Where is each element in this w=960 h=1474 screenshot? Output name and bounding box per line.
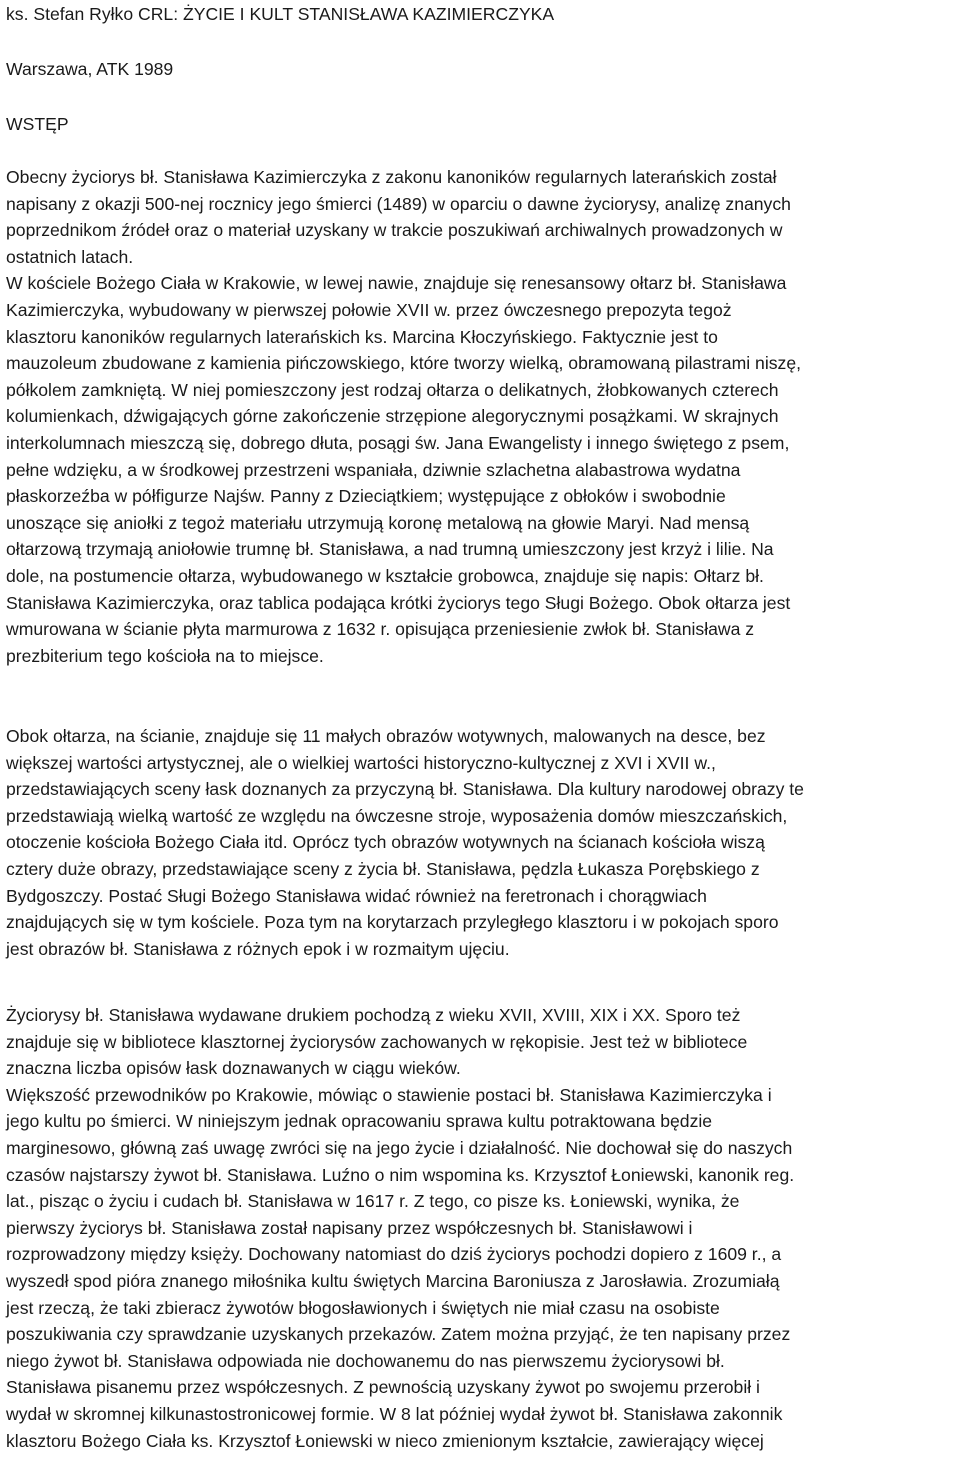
text-line: dole, na postumencie ołtarza, wybudowanego w kształcie grobowca, znajduje się napis: Ołtarz bł. bbox=[6, 565, 764, 586]
text-line: przedstawiają wielką wartość ze względu na ówczesne stroje, wyposażenia domów mieszczańskich, bbox=[6, 805, 788, 826]
text-line: rozprowadzony między księży. Dochowany natomiast do dziś życiorys pochodzi dopiero z 1609 r., a bbox=[6, 1244, 782, 1265]
text-line: jego kultu po śmierci. W niniejszym jednak opracowaniu sprawa kultu potraktowana będzie bbox=[6, 1111, 713, 1132]
text-line: Stanisława pisanemu przez współczesnych. Z pewnością uzyskany żywot po swojemu przerobił i bbox=[6, 1377, 760, 1398]
text-line: pełne wdzięku, a w środkowej przestrzeni wspaniała, dziwnie szlachetna alabastrowa wydatna bbox=[6, 459, 741, 480]
text-line: płaskorzeźba w półfigurze Najśw. Panny z Dzieciątkiem; występujące z obłoków i swobodnie bbox=[6, 486, 726, 507]
text-line: Życiorysy bł. Stanisława wydawane drukiem pochodzą z wieku XVII, XVIII, XIX i XX. Sporo też bbox=[6, 1005, 741, 1025]
text-line: niego żywot bł. Stanisława odpowiada nie dochowanemu do nas pierwszemu życiorysowi bł. bbox=[6, 1350, 725, 1371]
text-line: Bydgoszczy. Postać Sługi Bożego Stanisława widać również na feretronach i chorągwiach bbox=[6, 885, 707, 906]
text-line: W kościele Bożego Ciała w Krakowie, w lewej nawie, znajduje się renesansowy ołtarz bł. Stanisława bbox=[6, 273, 787, 294]
text-line: Obecny życiorys bł. Stanisława Kazimierczyka z zakonu kanoników regularnych laterańskich został bbox=[6, 167, 777, 187]
text-line: większej wartości artystycznej, ale o wielkiej wartości historyczno-kultycznej z XVI i XVII w., bbox=[6, 752, 716, 773]
text-line: znaczna liczba opisów łask doznawanych w ciągu wieków. bbox=[6, 1058, 461, 1079]
text-line: napisany z okazji 500-nej rocznicy jego śmierci (1489) w oparciu o dawne życiorysy, analizę znanych bbox=[6, 193, 791, 214]
text-line: wydał w skromnej kilkunastostronicowej formie. W 8 lat później wydał żywot bł. Stanisława zakonnik bbox=[6, 1403, 783, 1424]
text-line: jest rzeczą, że taki zbieracz żywotów błogosławionych i świętych nie miał czasu na osobiste bbox=[6, 1297, 720, 1318]
document-title: ks. Stefan Ryłko CRL: ŻYCIE I KULT STANISŁAWA KAZIMIERCZYKA bbox=[6, 4, 555, 24]
text-line: mauzoleum zbudowane z kamienia pińczowskiego, które tworzy wielką, obramowaną pilastrami niszę, bbox=[6, 353, 802, 374]
text-line: interkolumnach mieszczą się, dobrego dłuta, posągi św. Jana Ewangelisty i innego świętego z psem, bbox=[6, 432, 790, 453]
text-line: pierwszy życiorys bł. Stanisława został napisany przez współczesnych bł. Stanisławowi i bbox=[6, 1217, 693, 1238]
publisher-line: Warszawa, ATK 1989 bbox=[6, 59, 174, 79]
text-line: Obok ołtarza, na ścianie, znajduje się 11 małych obrazów wotywnych, malowanych na desce, bez bbox=[6, 726, 766, 746]
text-line: ołtarzową trzymają aniołowie trumnę bł. Stanisława, a nad trumną umieszczony jest krzyż i lilie. Na bbox=[6, 539, 774, 560]
text-line: prezbiterium tego kościoła na to miejsce. bbox=[6, 645, 324, 666]
text-line: poprzednikom źródeł oraz o materiał uzyskany w trakcie poszukiwań archiwalnych prowadzonych w bbox=[6, 220, 783, 241]
text-line: jest obrazów bł. Stanisława z różnych epok i w rozmaitym ujęciu. bbox=[6, 938, 510, 959]
paragraph-3 bbox=[6, 1002, 958, 1454]
text-line: unoszące się aniołki z tegoż materiału utrzymują koronę metalową na głowie Maryi. Nad mensą bbox=[6, 512, 750, 533]
text-line: marginesowo, główną zaś uwagę zwróci się na jego życie i działalność. Nie dochował się do naszych bbox=[6, 1137, 793, 1158]
text-line: Większość przewodników po Krakowie, mówiąc o stawienie postaci bł. Stanisława Kazimierczyka i bbox=[6, 1084, 772, 1105]
text-line: ostatnich latach. bbox=[6, 246, 134, 267]
text-line: klasztoru Bożego Ciała ks. Krzysztof Łoniewski w nieco zmienionym kształcie, zawierający więcej bbox=[6, 1430, 764, 1451]
text-line: półkolem zamkniętą. W niej pomieszczony jest rodzaj ołtarza o delikatnych, żłobkowanych czterech bbox=[6, 379, 779, 400]
text-line: przedstawiających sceny łask doznanych za przyczyną bł. Stanisława. Dla kultury narodowej obrazy te bbox=[6, 779, 804, 800]
text-line: cztery duże obrazy, przedstawiające sceny z życia bł. Stanisława, pędzla Łukasza Porębskiego z bbox=[6, 858, 760, 879]
section-heading: WSTĘP bbox=[6, 114, 69, 134]
text-line: klasztoru kanoników regularnych laterańskich ks. Marcina Kłoczyńskiego. Faktycznie jest to bbox=[6, 326, 718, 347]
text-line: czasów najstarszy żywot bł. Stanisława. Luźno o nim wspomina ks. Krzysztof Łoniewski, kanonik reg. bbox=[6, 1164, 795, 1185]
paragraph-2 bbox=[6, 723, 958, 962]
text-line: lat., pisząc o życiu i cudach bł. Stanisława w 1617 r. Z tego, co pisze ks. Łoniewski, wynika, że bbox=[6, 1191, 740, 1212]
text-line: Stanisława Kazimierczyka, oraz tablica podająca krótki życiorys tego Sługi Bożego. Obok ołtarza jest bbox=[6, 592, 791, 613]
text-line: wyszedł spod pióra znanego miłośnika kultu świętych Marcina Baroniusza z Jarosławia. Zrozumiałą bbox=[6, 1270, 780, 1291]
text-line: znajdujących się w tym kościele. Poza tym na korytarzach przyległego klasztoru i w pokojach sporo bbox=[6, 912, 779, 933]
text-line: znajduje się w bibliotece klasztornej życiorysów zachowanych w rękopisie. Jest też w bibliotece bbox=[6, 1031, 748, 1052]
text-line: kolumienkach, dźwigających górne zakończenie strzępione alegorycznymi posążkami. W skrajnych bbox=[6, 406, 779, 427]
paragraph-1 bbox=[6, 164, 958, 669]
text-line: otoczenie kościoła Bożego Ciała itd. Oprócz tych obrazów wotywnych na ścianach kościoła wiszą bbox=[6, 832, 765, 853]
text-line: Kazimierczyka, wybudowany w pierwszej połowie XVII w. przez ówczesnego prepozyta tegoż bbox=[6, 299, 732, 320]
text-line: poszukiwania czy sprawdzanie uzyskanych przekazów. Zatem można przyjąć, że ten napisany przez bbox=[6, 1324, 791, 1345]
text-line: wmurowana w ścianie płyta marmurowa z 1632 r. opisująca przeniesienie zwłok bł. Stanisława z bbox=[6, 619, 755, 640]
